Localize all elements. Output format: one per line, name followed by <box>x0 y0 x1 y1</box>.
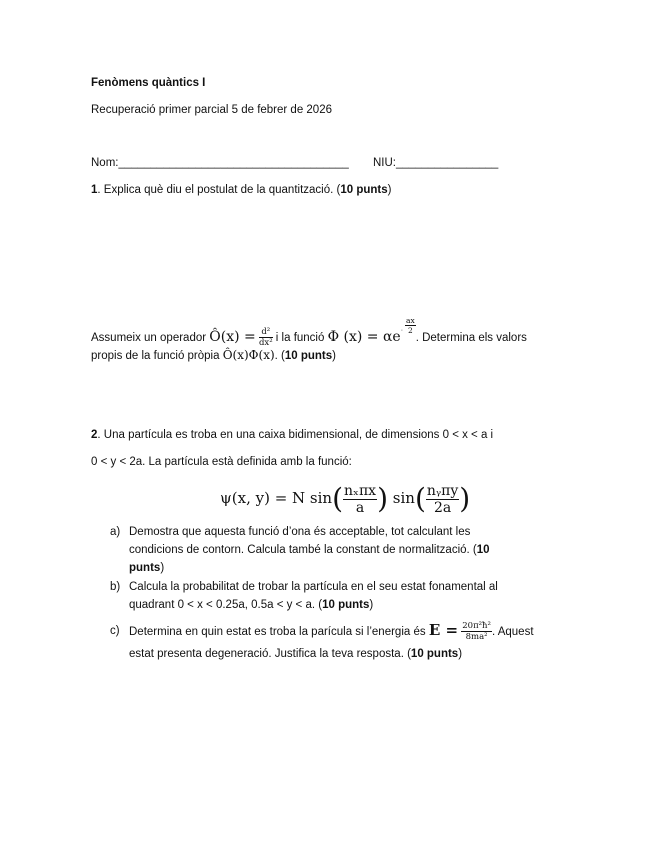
question-1b-close: ) <box>332 350 337 362</box>
item-b-text: quadrant 0 < x < 0.25a, 0.5a < y < a. ( <box>129 599 323 611</box>
derivative-numerator: d² <box>259 328 273 339</box>
derivative-denominator: dx² <box>258 338 273 349</box>
item-c-close: ) <box>458 648 463 660</box>
question-1b-line-1: Assumeix un operador Ô(x) = $\frac{\text{d²}}{\text{dx²}}$ i la funció Φ (x) = αe· $\frac{ax}{2}$ . Determina els valors <box>91 315 527 349</box>
question-2-text-1: . Una partícula es troba en una caixa bidimensional, de dimensions 0 < x < a i <box>97 429 494 441</box>
name-field <box>91 157 349 169</box>
item-a-line-3 <box>129 562 164 574</box>
item-c-text-b: . Aquest <box>491 626 534 638</box>
question-1b-points: 10 punts <box>284 350 333 362</box>
exponent-numerator: ax <box>406 315 415 325</box>
question-1-points: 10 punts <box>340 184 388 196</box>
exam-title: Fenòmens quàntics I <box>91 77 206 89</box>
item-b-points: 10 punts <box>322 599 370 611</box>
energy-lhs: E = <box>428 621 459 639</box>
equation-fraction-2 <box>426 484 459 515</box>
name-label: Nom: <box>91 157 119 169</box>
question-1-text: . Explica què diu el postulat de la quantització. ( <box>97 184 341 196</box>
name-line: ____________________________________ <box>118 157 349 169</box>
question-1-close: ) <box>387 184 392 196</box>
item-c-line-1 <box>129 614 534 648</box>
equation-lhs: ψ(x, y) = N sin <box>220 489 333 507</box>
second-derivative-fraction <box>259 328 273 348</box>
fraction-1-denominator: a <box>355 499 365 516</box>
fraction-2-numerator: nᵧπy <box>426 482 459 499</box>
operator-expression: Ô(x) = <box>209 329 256 345</box>
item-c-letter: c) <box>110 625 120 637</box>
fraction-2-denominator: 2a <box>433 499 452 516</box>
exam-subtitle: Recuperació primer parcial 5 de febrer de 2026 <box>91 104 332 116</box>
item-a-text: condicions de contorn. Calcula també la constant de normalització. ( <box>129 544 477 556</box>
item-a-points-word: punts <box>129 562 161 574</box>
item-b-line-1: Calcula la probabilitat de trobar la partícula en el seu estat fonamental al <box>129 581 498 593</box>
item-b-letter: b) <box>110 581 121 593</box>
niu-line: ________________ <box>396 157 499 169</box>
question-1b-line-2 <box>91 348 336 362</box>
eigen-expression: Ô(x)Φ(x) <box>222 348 275 362</box>
item-a-points-number: 10 <box>476 544 490 556</box>
energy-numerator: 20π²ħ² <box>462 620 491 631</box>
item-a-close: ) <box>160 562 165 574</box>
item-c-points: 10 punts <box>410 648 459 660</box>
question-2-line-1 <box>91 429 493 441</box>
niu-label: NIU: <box>373 157 396 169</box>
item-a-letter: a) <box>110 526 121 538</box>
question-1-number: 1 <box>91 184 98 196</box>
equation-fraction-1 <box>343 484 377 515</box>
question-2-line-2: 0 < y < 2a. La partícula està definida amb la funció: <box>91 456 352 468</box>
item-a-line-2 <box>129 544 490 556</box>
energy-denominator: 8ma² <box>465 632 488 643</box>
exponent-fraction <box>405 317 416 335</box>
question-1 <box>91 184 391 196</box>
exponent-denominator: 2 <box>407 326 413 335</box>
phi-function: Φ (x) = αe <box>327 329 401 345</box>
niu-field <box>373 157 498 169</box>
question-1b-text-c: . Determina els valors <box>415 332 527 344</box>
question-2-number: 2 <box>91 429 98 441</box>
wavefunction-equation: ψ(x, y) = N sin( $\frac{\text{nₓπx}}{a}$ ) sin( $\frac{\text{nᵧπy}}{2a}$ ) <box>220 482 471 516</box>
item-c-text-c: estat presenta degeneració. Justifica la teva resposta. ( <box>129 648 411 660</box>
item-c-line-2 <box>129 648 462 660</box>
item-a-line-1: Demostra que aquesta funció d’ona és acceptable, tot calculant les <box>129 526 471 538</box>
question-1b-text-a: Assumeix un operador <box>91 332 210 344</box>
item-b-close: ) <box>369 599 374 611</box>
question-1b-text-b: i la funció <box>272 332 328 344</box>
question-1b-text-e: . ( <box>274 350 285 362</box>
question-1b-text-d: propis de la funció pròpia <box>91 350 223 362</box>
energy-fraction <box>461 622 492 642</box>
fraction-1-numerator: nₓπx <box>344 482 377 499</box>
item-c-text-a: Determina en quin estat es troba la parícula si l’energia és <box>129 626 429 638</box>
equation-mid: sin <box>388 489 415 507</box>
item-b-line-2 <box>129 599 373 611</box>
